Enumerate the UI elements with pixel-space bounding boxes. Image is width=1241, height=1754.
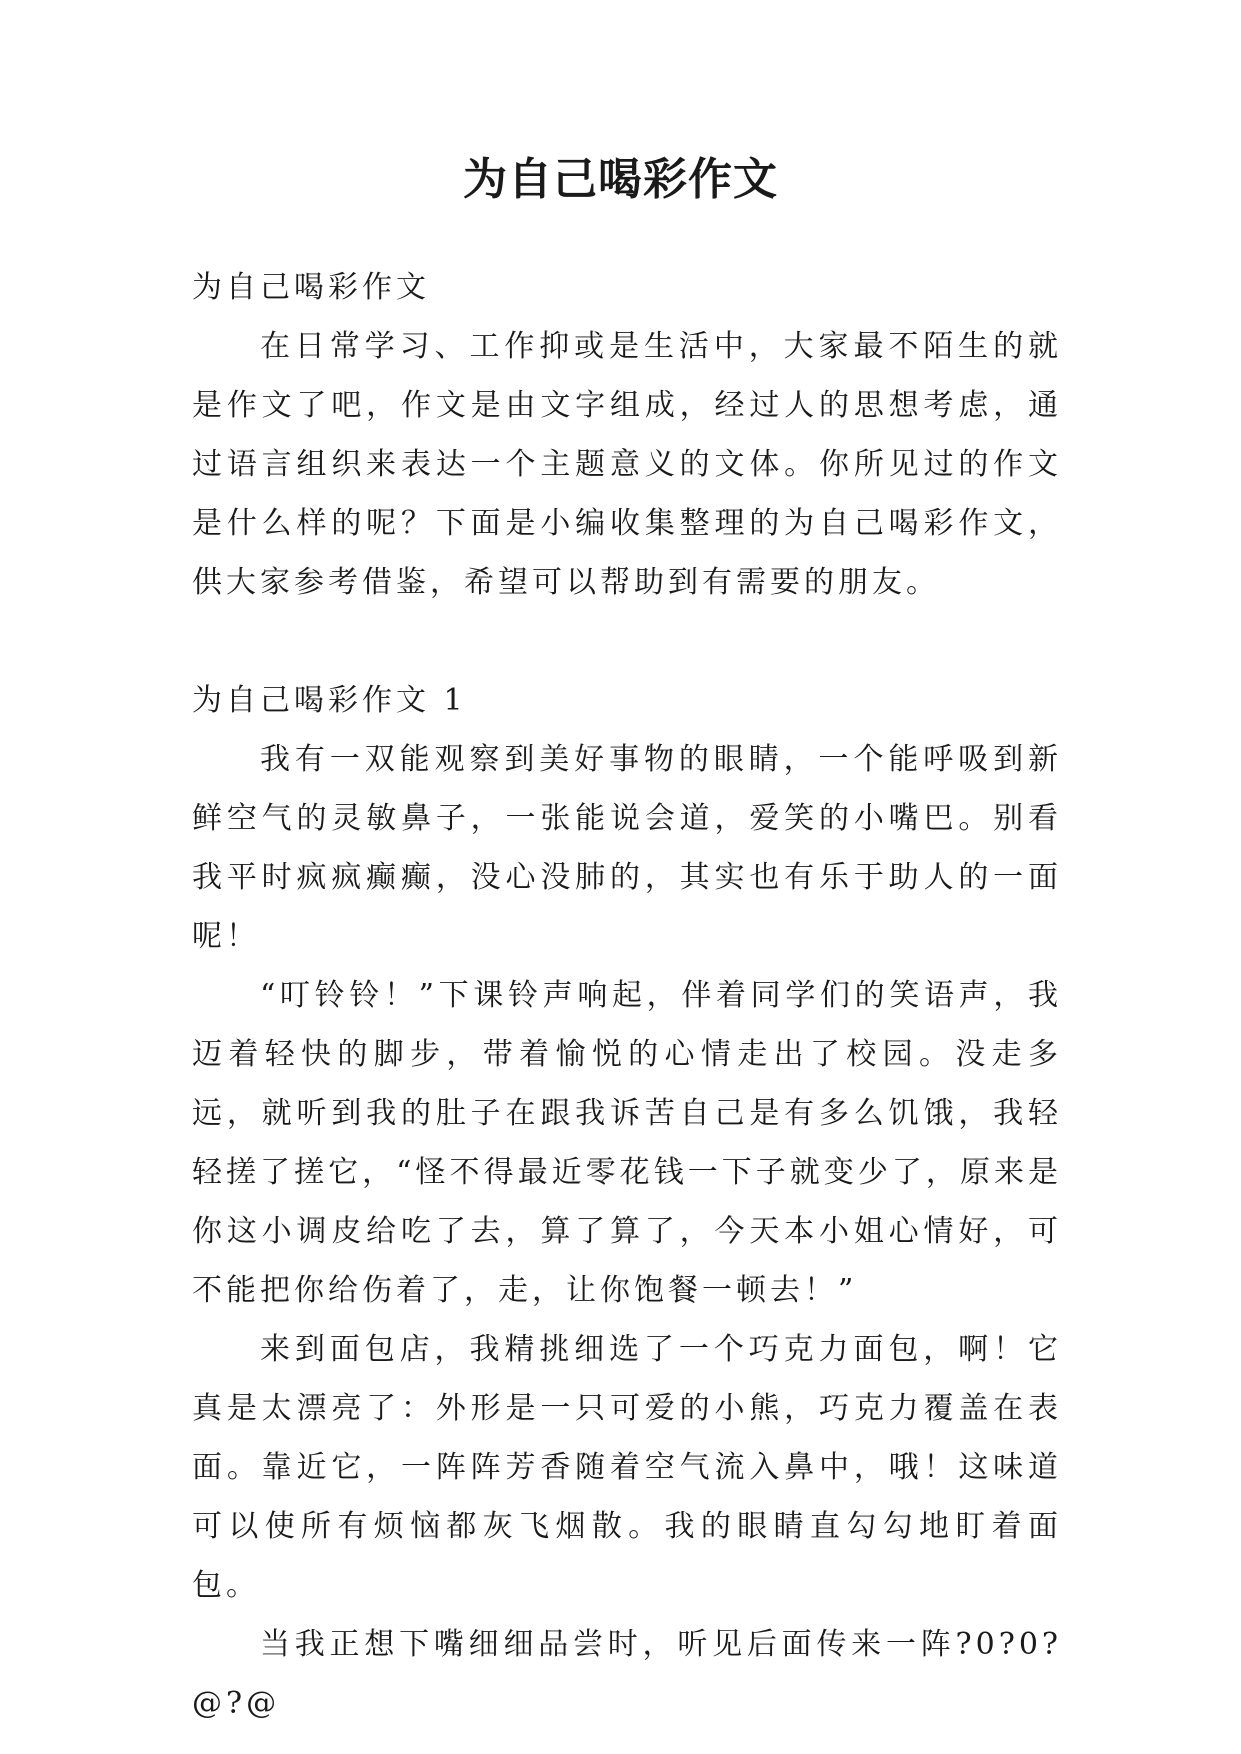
body-paragraph-2: “叮铃铃！”下课铃声响起，伴着同学们的笑语声，我迈着轻快的脚步，带着愉悦的心情走出了校园。没走多远，就听到我的肚子在跟我诉苦自己是有多么饥饿，我轻轻搓了搓它，“怪不得最近零花钱一下子就变少了，原来是你这小调皮给吃了去，算了算了，今天本小姐心情好，可不能把你给伤着了，走，让你饱餐一顿去！” — [192, 978, 1062, 1308]
body-paragraph-3: 来到面包店，我精挑细选了一个巧克力面包，啊！它真是太漂亮了：外形是一只可爱的小熊，巧克力覆盖在表面。靠近它，一阵阵芳香随着空气流入鼻中，哦！这味道可以使所有烦恼都灰飞烟散。我的眼睛直勾勾地盯着面包。 — [192, 1332, 1062, 1603]
body-paragraph-1: 我有一双能观察到美好事物的眼睛，一个能呼吸到新鲜空气的灵敏鼻子，一张能说会道，爱笑的小嘴巴。别看我平时疯疯癫癫，没心没肺的，其实也有乐于助人的一面呢！ — [192, 742, 1062, 954]
document-body — [192, 258, 1062, 1733]
document-title: 为自己喝彩作文 — [463, 154, 778, 205]
intro-paragraph: 在日常学习、工作抑或是生活中，大家最不陌生的就是作文了吧，作文是由文字组成，经过人的思想考虑，通过语言组织来表达一个主题意义的文体。你所见过的作文是什么样的呢？下面是小编收集整理的为自己喝彩作文，供大家参考借鉴，希望可以帮助到有需要的朋友。 — [192, 329, 1062, 600]
body-paragraph-4: 当我正想下嘴细细品尝时，听见后面传来一阵?0?0?@?@ — [192, 1627, 1062, 1721]
section-heading: 为自己喝彩作文 1 — [192, 683, 467, 718]
section-spacer — [192, 612, 1062, 671]
document-subtitle: 为自己喝彩作文 — [192, 270, 430, 305]
